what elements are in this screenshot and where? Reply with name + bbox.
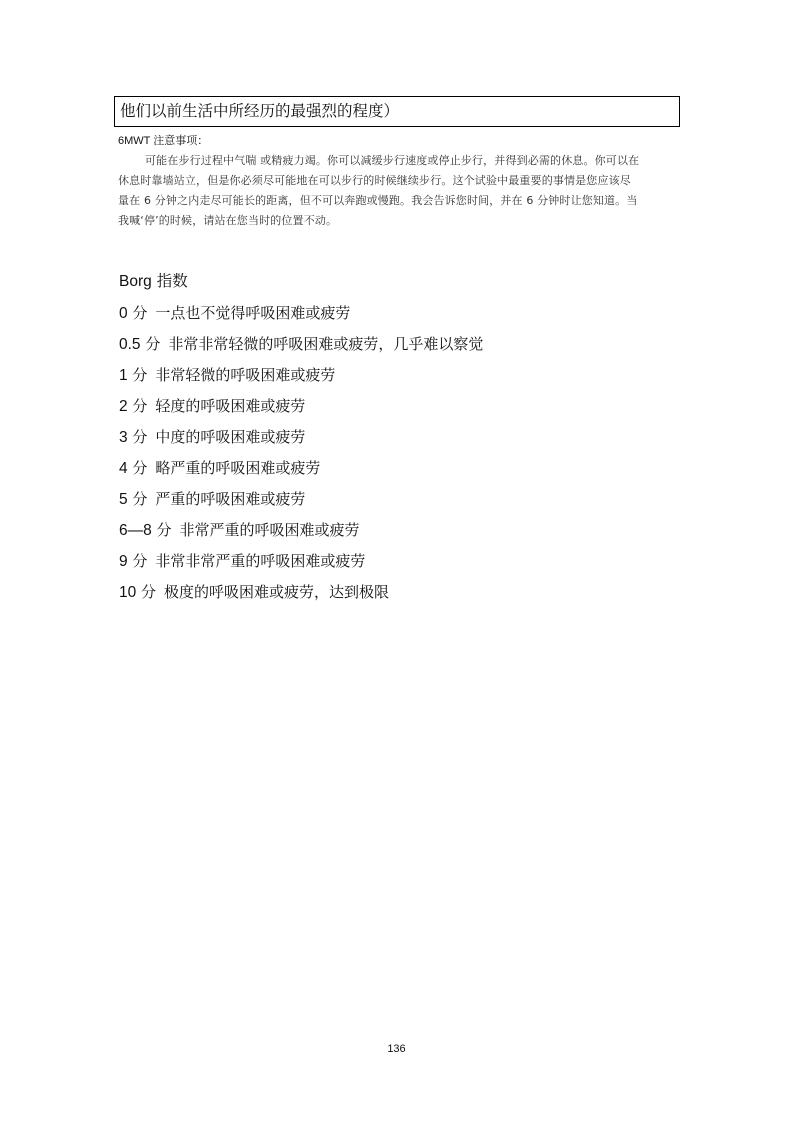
borg-title <box>119 268 679 294</box>
borg-unit: 分 <box>141 583 157 601</box>
borg-scale-item <box>119 422 679 453</box>
borg-unit: 分 <box>132 366 148 384</box>
borg-unit: 分 <box>132 397 148 415</box>
borg-title-cjk: 指数 <box>156 272 188 290</box>
borg-score: 1 <box>119 367 128 384</box>
borg-unit: 分 <box>132 459 148 477</box>
borg-description: 非常轻微的呼吸困难或疲劳 <box>155 366 336 384</box>
borg-description: 非常非常严重的呼吸困难或疲劳 <box>155 552 366 570</box>
borg-title-latin: Borg <box>119 273 152 290</box>
borg-score: 3 <box>119 429 128 446</box>
borg-scale-item <box>119 515 679 546</box>
borg-scale-item <box>119 329 679 360</box>
borg-scale-item <box>119 360 679 391</box>
borg-description: 非常非常轻微的呼吸困难或疲劳，几乎难以察觉 <box>168 335 484 353</box>
borg-scale-item <box>119 391 679 422</box>
borg-description: 一点也不觉得呼吸困难或疲劳 <box>155 304 351 322</box>
borg-score: 0 <box>119 305 128 322</box>
borg-score: 4 <box>119 460 128 477</box>
notes-paragraph <box>118 151 678 231</box>
borg-unit: 分 <box>132 552 148 570</box>
borg-unit: 分 <box>156 521 172 539</box>
notes-line: 量在 6 分钟之内走尽可能长的距离，但不可以奔跑或慢跑。我会告诉您时间，并在 6 分钟时让您知道。当 <box>118 194 638 207</box>
borg-scale-item <box>119 577 679 608</box>
notes-heading: 6MWT 注意事项： <box>118 135 209 147</box>
notes-line: 我喊‘停’的时候，请站在您当时的位置不动。 <box>118 214 338 227</box>
borg-scale-item <box>119 484 679 515</box>
borg-unit: 分 <box>132 304 148 322</box>
borg-description: 极度的呼吸困难或疲劳，达到极限 <box>164 583 390 601</box>
page-number: 136 <box>387 1043 406 1055</box>
borg-scale-item <box>119 546 679 577</box>
borg-description: 轻度的呼吸困难或疲劳 <box>155 397 306 415</box>
borg-score: 9 <box>119 553 128 570</box>
borg-score: 2 <box>119 398 128 415</box>
borg-score: 6—8 <box>119 522 152 539</box>
notes-line: 可能在步行过程中气喘 或精疲力竭。你可以减缓步行速度或停止步行，并得到必需的休息。你可以在 <box>145 154 640 167</box>
borg-unit: 分 <box>132 428 148 446</box>
notes-line: 休息时靠墙站立，但是你必须尽可能地在可以步行的时候继续步行。这个试验中最重要的事情是您应该尽 <box>118 174 631 187</box>
boxed-text-line: 他们以前生活中所经历的最强烈的程度） <box>114 96 680 127</box>
borg-description: 略严重的呼吸困难或疲劳 <box>155 459 321 477</box>
borg-unit: 分 <box>132 490 148 508</box>
borg-scale-item <box>119 298 679 329</box>
borg-unit: 分 <box>145 335 161 353</box>
borg-description: 严重的呼吸困难或疲劳 <box>155 490 306 508</box>
borg-scale-section <box>119 268 679 608</box>
borg-scale-item <box>119 453 679 484</box>
borg-score: 10 <box>119 584 137 601</box>
borg-description: 中度的呼吸困难或疲劳 <box>155 428 306 446</box>
borg-score: 5 <box>119 491 128 508</box>
borg-score: 0.5 <box>119 336 141 353</box>
borg-description: 非常严重的呼吸困难或疲劳 <box>179 521 360 539</box>
